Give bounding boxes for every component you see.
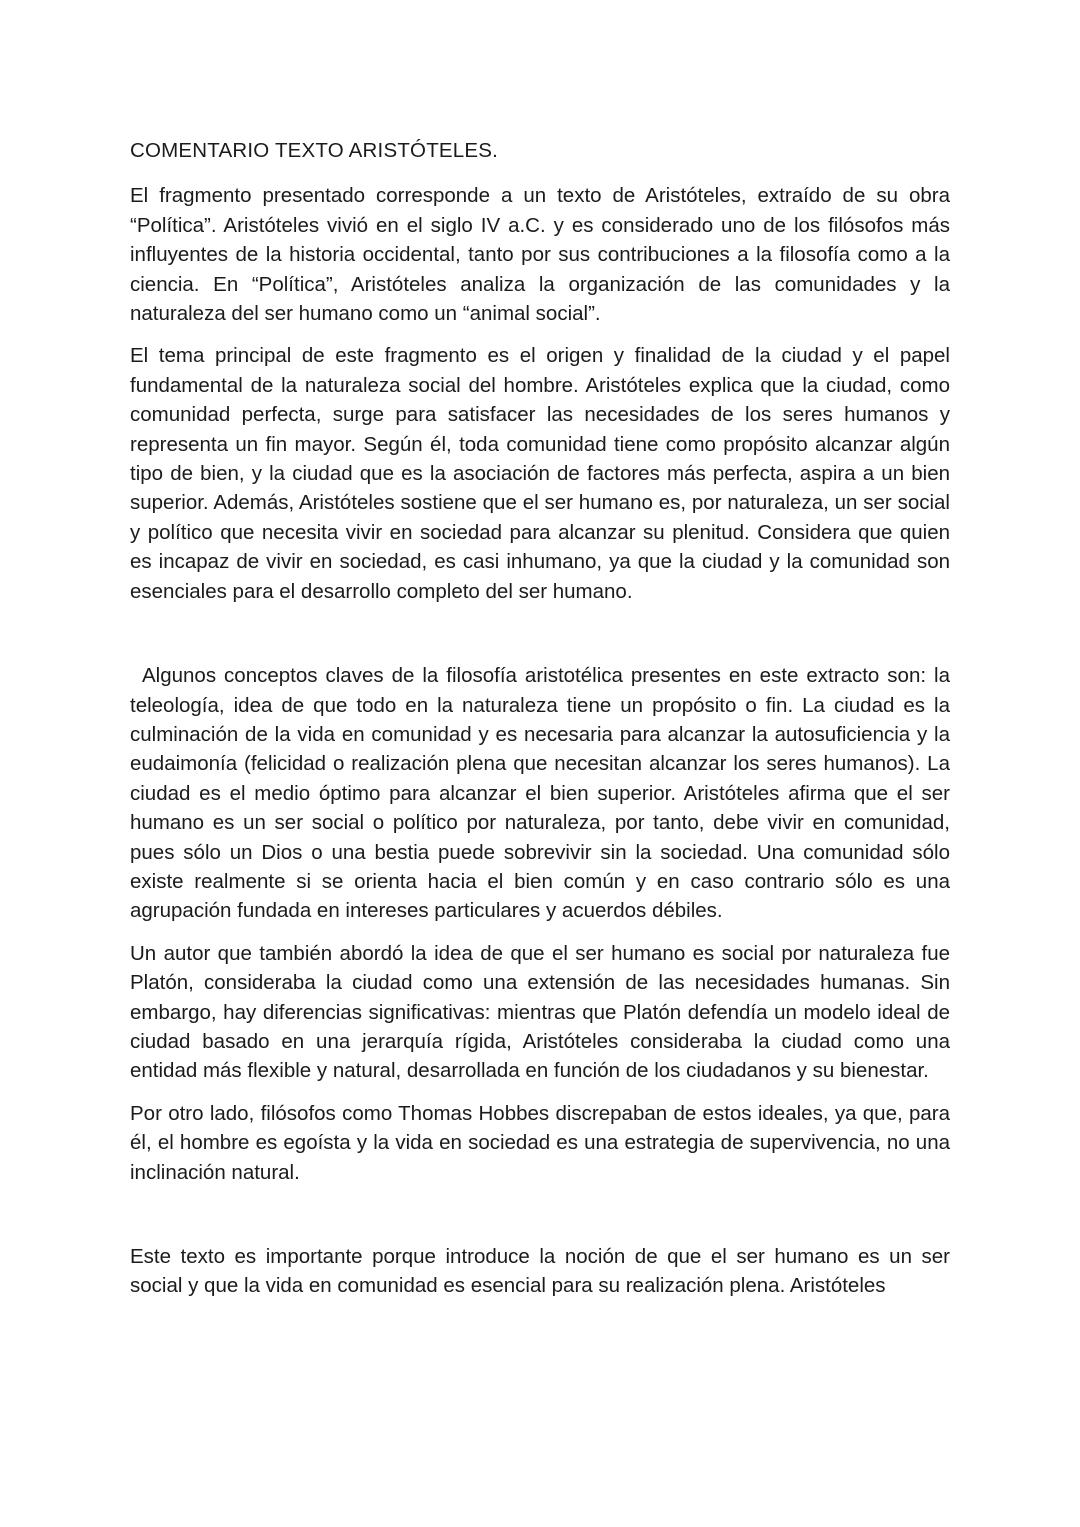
paragraph-key-concepts: Algunos conceptos claves de la filosofía aristotélica presentes en este extracto son: la teleología, idea de que todo en la naturaleza tiene un propósito o fin. La ciudad es la culminación de la vida en comunidad y es necesaria para alcanzar la autosuficiencia y la eudaimonía (felicidad o realización plena que necesitan alcanzar los seres humanos). La ciudad es el medio óptimo para alcanzar el bien superior. Aristóteles afirma que el ser humano es un ser social o político por naturaleza, por tanto, debe vivir en comunidad, pues sólo un Dios o una bestia puede sobrevivir sin la sociedad. Una comunidad sólo existe realmente si se orienta hacia el bien común y en caso contrario sólo es una agrupación fundada en intereses particulares y acuerdos débiles. <box>130 664 950 923</box>
paragraph-hobbes-comparison: Por otro lado, filósofos como Thomas Hobbes discrepaban de estos ideales, ya que, para él, el hombre es egoísta y la vida en sociedad es una estrategia de supervivencia, no una inclinación natural. <box>130 1101 950 1184</box>
blank-line-spacer <box>130 1200 950 1242</box>
paragraph-introduction: El fragmento presentado corresponde a un texto de Aristóteles, extraído de su obra “Política”. Aristóteles vivió en el siglo IV a.C. y es considerado uno de los filósofos más influyentes de la historia occidental, tanto por sus contribuciones a la filosofía como a la ciencia. En “Política”, Aristóteles analiza la organización de las comunidades y la naturaleza del ser humano como un “animal social”. <box>130 184 950 326</box>
document-title: COMENTARIO TEXTO ARISTÓTELES. <box>130 139 499 162</box>
blank-line-spacer <box>130 619 950 661</box>
paragraph-main-theme: El tema principal de este fragmento es el origen y finalidad de la ciudad y el papel fundamental de la naturaleza social del hombre. Aristóteles explica que la ciudad, como comunidad perfecta, surge para satisfacer las necesidades de los seres humanos y representa un fin mayor. Según él, toda comunidad tiene como propósito alcanzar algún tipo de bien, y la ciudad que es la asociación de factores más perfecta, aspira a un bien superior. Además, Aristóteles sostiene que el ser humano es, por naturaleza, un ser social y político que necesita vivir en sociedad para alcanzar su plenitud. Considera que quien es incapaz de vivir en sociedad, es casi inhumano, ya que la ciudad y la comunidad son esenciales para el desarrollo completo del ser humano. <box>130 344 950 603</box>
paragraph-plato-comparison: Un autor que también abordó la idea de que el ser humano es social por naturaleza fue Platón, consideraba la ciudad como una extensión de las necesidades humanas. Sin embargo, hay diferencias significativas: mientras que Platón defendía un modelo ideal de ciudad basado en una jerarquía rígida, Aristóteles consideraba la ciudad como una entidad más flexible y natural, desarrollada en función de los ciudadanos y su bienestar. <box>130 941 950 1083</box>
paragraph-conclusion: Este texto es importante porque introduce la noción de que el ser humano es un ser social y que la vida en comunidad es esencial para su realización plena. Aristóteles <box>130 1245 950 1298</box>
